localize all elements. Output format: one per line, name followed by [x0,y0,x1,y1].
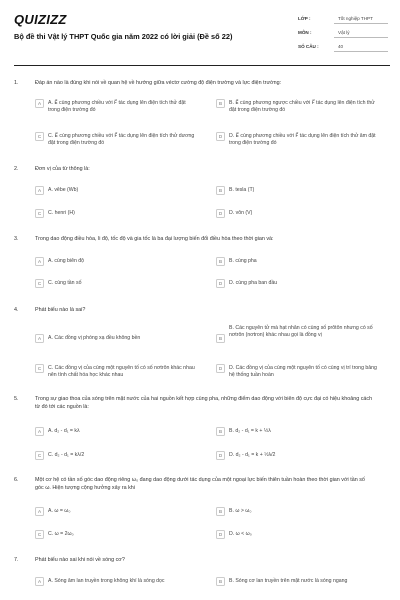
header-divider [14,65,390,66]
option-letter-box: A [35,507,44,516]
question-text: Phát biểu nào là sai? [35,307,86,313]
option-text: D. cùng pha ban đầu [229,279,278,286]
option-letter-box: C [35,132,44,141]
question-text: Trong dao động điều hòa, li độ, tốc độ và gia tốc là ba đại lượng biến đổi điều hòa theo thời gian và: [35,236,274,242]
meta-subject-value: Vật lý [338,30,350,35]
meta-count-value: 40 [338,44,344,49]
option-text: C. Các đồng vị của cùng một nguyên tố có số nơtrôn khác nhau nên tính chất hóa học khác nhau [48,364,195,378]
option-letter-box: B [216,99,225,108]
option-letter-box: C [35,364,44,373]
document-header [0,0,400,70]
option-letter-box: D [216,364,225,373]
option-text: A. E⃗ cùng phương chiều với F⃗ tác dụng lên điện tích thử đặt trong điện trường đó [48,99,186,113]
option-text: C. ω = 2ω₀ [48,530,74,537]
question-text: Một cơ hệ có tần số góc dao động riêng ω₀ đang dao động dưới tác dụng của một ngoại lực biến thiên tuần hoàn theo thời gian với tần số góc ω. Hiện tượng cộng hưởng xảy ra khi [35,477,365,491]
option-letter-box: A [35,257,44,266]
meta-subject-label: MÔN : [298,30,312,35]
option-text: C. cùng tần số [48,279,82,286]
meta-count-label: SỐ CÂU : [298,44,319,49]
option-letter-box: C [35,279,44,288]
option-text: B. Sóng cơ lan truyền trên mặt nước là sóng ngang [229,577,348,584]
option-text: A. Các đồng vị phóng xạ đều không bền [48,334,141,341]
option-text: D. vôn (V) [229,209,253,216]
option-text: C. E⃗ cùng phương chiều với F⃗ tác dụng lên điện tích thử dương đặt trong điện trường đó [48,132,195,146]
option-text: A. d₂ - d₁ = kλ [48,427,80,434]
option-letter-box: A [35,334,44,343]
meta-grade-value: Tốt nghiệp THPT [338,16,373,21]
option-text: B. cùng pha [229,257,257,264]
option-letter-box: D [216,530,225,539]
option-text: B. Các nguyên tử mà hạt nhân có cùng số prôtôn nhưng có số nơtrôn (nơtron) khác nhau gọi là đồng vị [229,324,373,338]
option-text: B. E⃗ cùng phương ngược chiều với F⃗ tác dụng lên điện tích thử đặt trong điện trường đó [229,99,375,113]
option-text: B. tesla (T) [229,186,255,193]
quizizz-logo: QUIZIZZ [14,12,67,27]
option-text: A. vêbe (Wb) [48,186,79,193]
page-title: Bộ đề thi Vật lý THPT Quốc gia năm 2022 có lời giải (Đề số 22) [14,32,233,41]
option-letter-box: A [35,99,44,108]
option-text: D. ω < ω₀ [229,530,252,537]
question-number: 3. [14,236,19,242]
question-text: Trong sự giao thoa của sóng trên mặt nước của hai nguồn kết hợp cùng pha, những điểm dao động với biên độ cực đại có hiệu khoảng cách từ đó tới các nguồn là: [35,396,373,410]
meta-subject-underline [334,37,388,38]
option-text: D. Các đồng vị của cùng một nguyên tố có cùng vị trí trong bảng hệ thống tuần hoàn [229,364,377,378]
option-text: C. d₂ - d₁ = kλ/2 [48,451,85,458]
question-number: 2. [14,166,19,172]
option-letter-box: A [35,427,44,436]
option-letter-box: B [216,427,225,436]
option-letter-box: B [216,577,225,586]
option-letter-box: A [35,577,44,586]
question-number: 6. [14,477,19,483]
meta-count-underline [334,51,388,52]
option-letter-box: A [35,186,44,195]
option-letter-box: B [216,257,225,266]
question-text: Phát biểu nào sai khi nói về sóng cơ? [35,557,125,563]
option-text: A. Sóng âm lan truyền trong không khí là sóng dọc [48,577,165,584]
option-letter-box: B [216,334,225,343]
question-number: 7. [14,557,19,563]
option-letter-box: B [216,186,225,195]
meta-grade-label: LỚP : [298,16,311,21]
option-letter-box: C [35,451,44,460]
option-text: D. d₂ - d₁ = k + ½λ/2 [229,451,276,458]
question-number: 1. [14,80,19,86]
meta-grade-underline [334,23,388,24]
option-text: A. ω = ω₀ [48,507,71,514]
question-number: 5. [14,396,19,402]
option-text: C. henri (H) [48,209,75,216]
option-letter-box: D [216,132,225,141]
option-text: A. cùng biên độ [48,257,85,264]
option-letter-box: D [216,279,225,288]
option-text: D. E⃗ cùng phương chiều với F⃗ tác dụng lên điện tích thử âm đặt trong điện trường đó [229,132,376,146]
option-text: B. d₂ - d₁ = k + ½λ [229,427,271,434]
question-text: Đơn vị của từ thông là: [35,166,90,172]
option-letter-box: B [216,507,225,516]
question-text: Đáp án nào là đúng khi nói về quan hệ về hướng giữa véctơ cường độ điện trường và lực điện trường: [35,80,282,86]
option-text: B. ω > ω₀ [229,507,252,514]
option-letter-box: C [35,209,44,218]
option-letter-box: C [35,530,44,539]
option-letter-box: D [216,209,225,218]
question-number: 4. [14,307,19,313]
option-letter-box: D [216,451,225,460]
